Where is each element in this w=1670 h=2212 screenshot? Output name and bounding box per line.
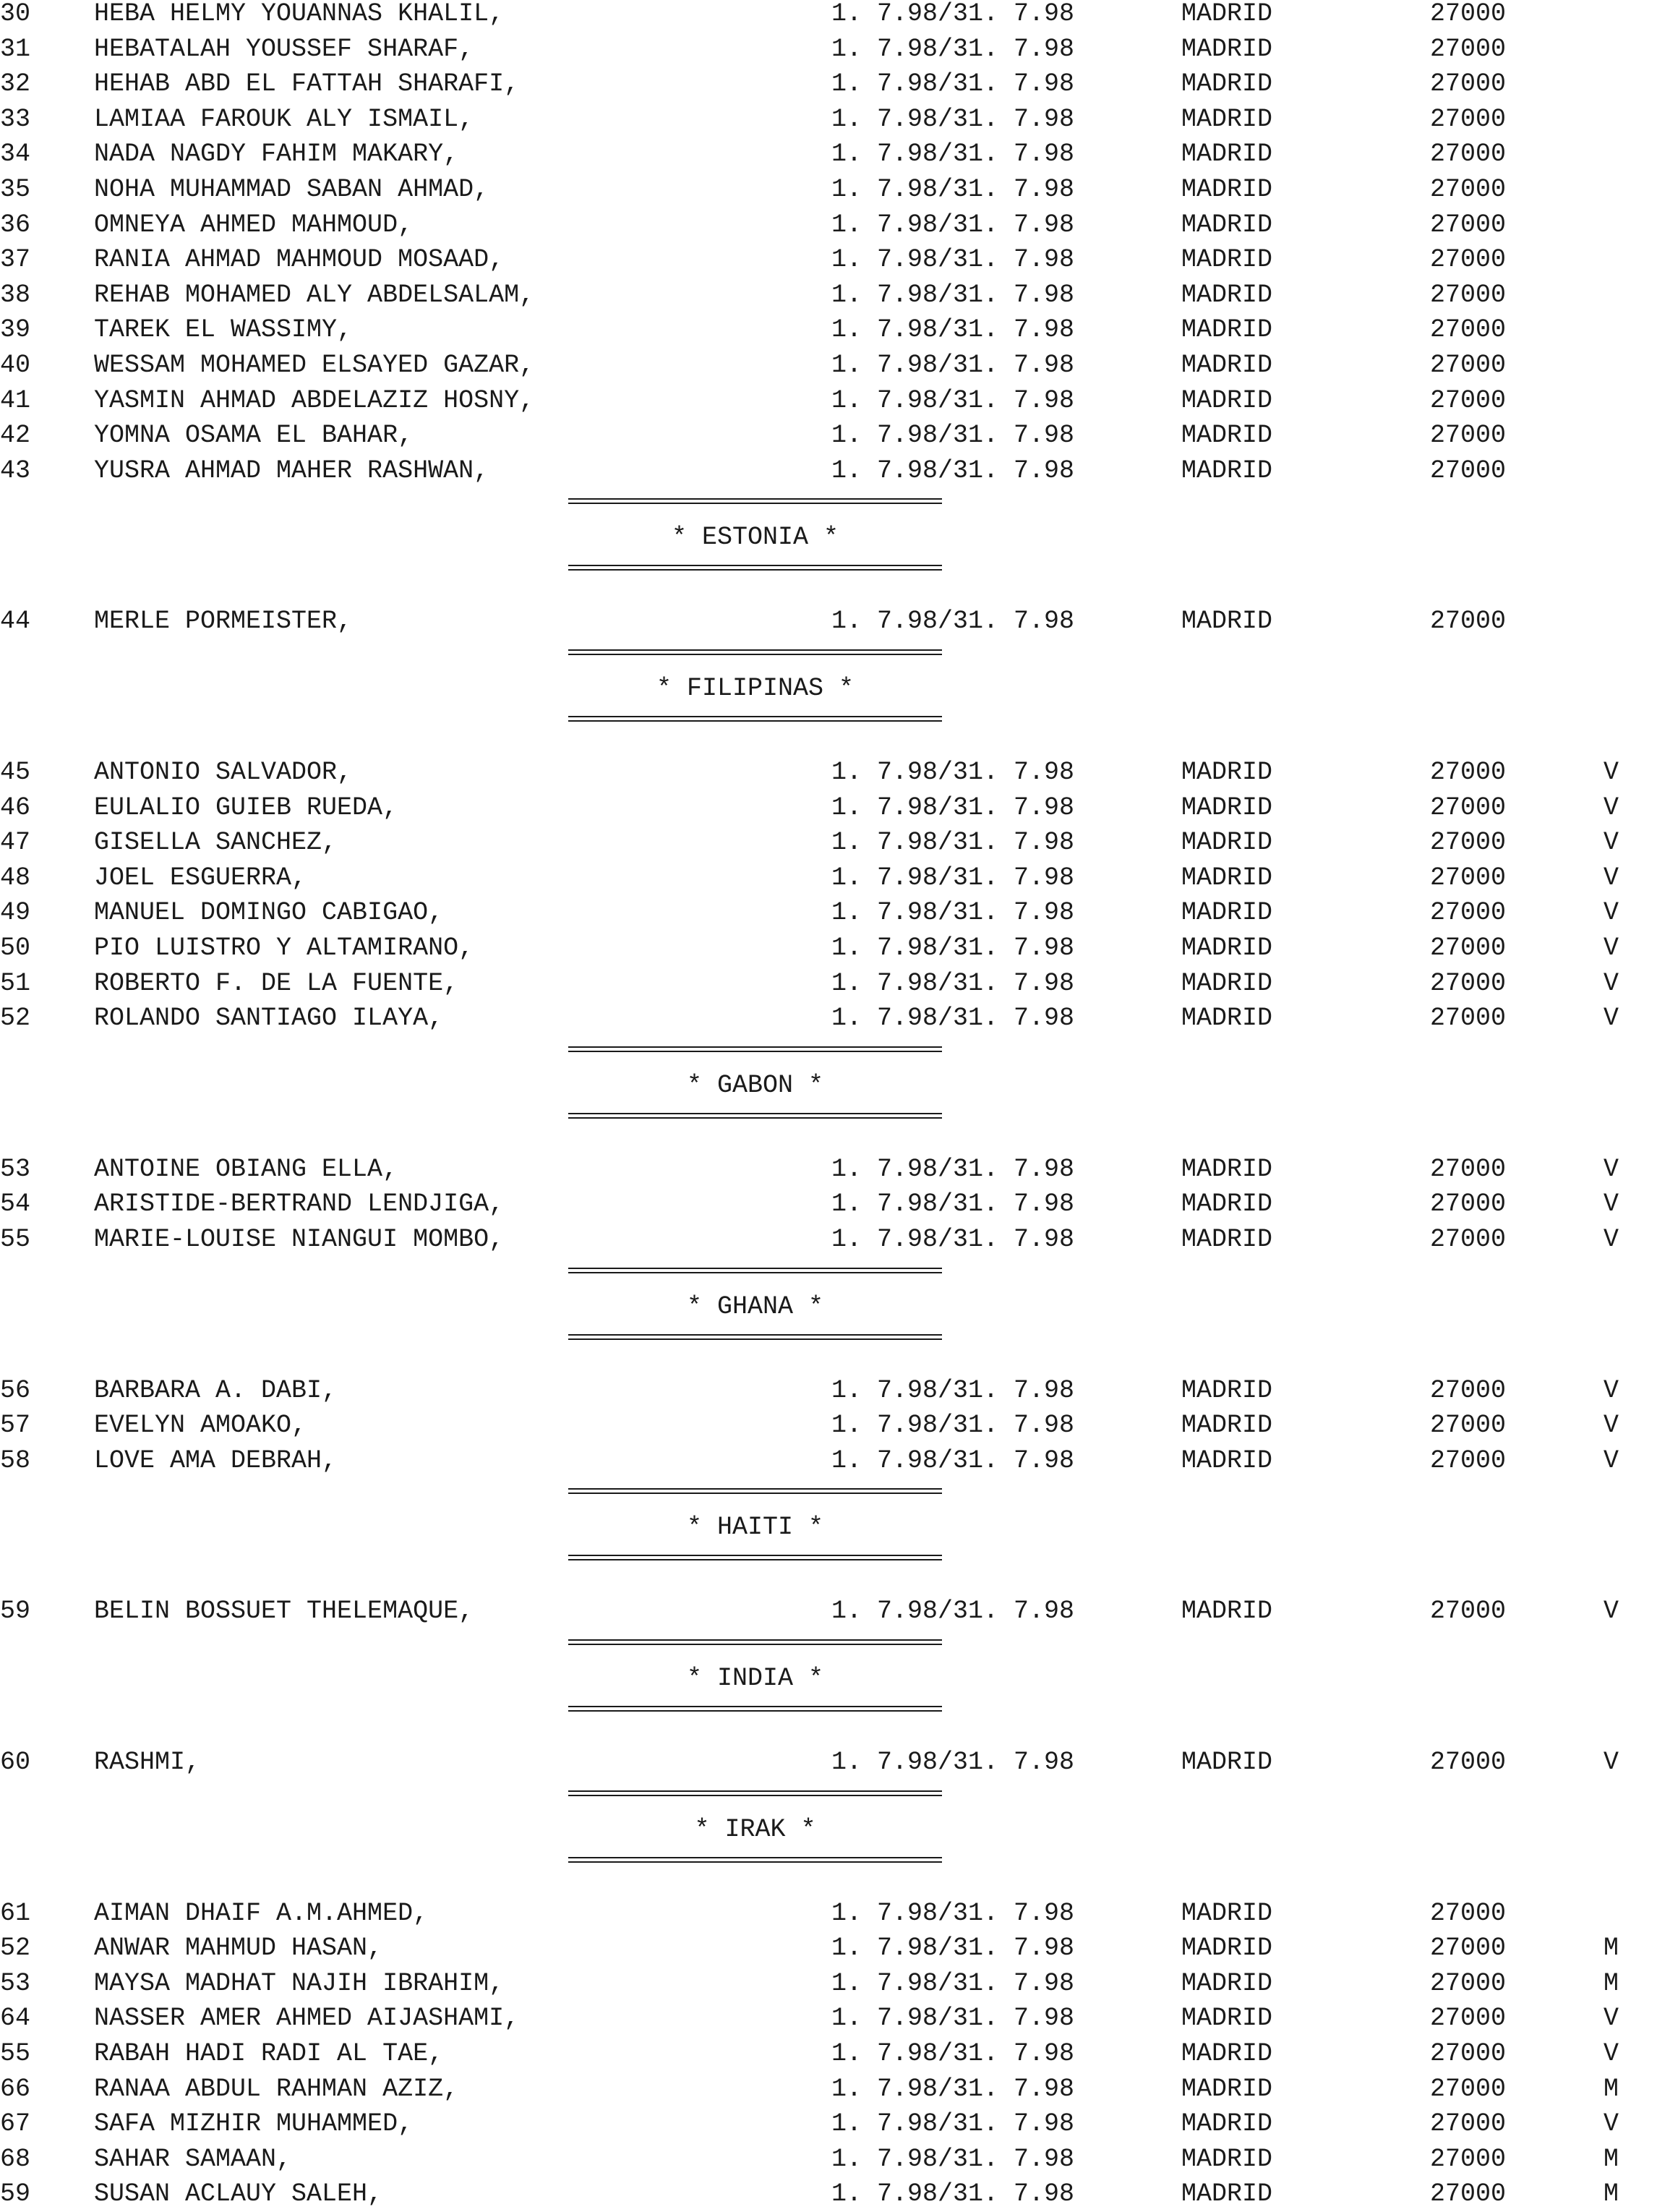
entry-period: 1. 7.98/31. 7.98 xyxy=(831,2039,1075,2068)
entry-name: ARISTIDE-BERTRAND LENDJIGA, xyxy=(94,1190,505,1219)
entry-city: MADRID xyxy=(1181,69,1273,99)
entry-number: 53 xyxy=(0,1968,31,1998)
list-item xyxy=(0,172,1670,208)
entry-number: 39 xyxy=(0,315,31,345)
entry-amount: 27000 xyxy=(1430,1934,1507,1963)
list-item xyxy=(0,312,1670,348)
entry-period: 1. 7.98/31. 7.98 xyxy=(831,898,1075,928)
entry-period: 1. 7.98/31. 7.98 xyxy=(831,793,1075,822)
entry-name: TAREK EL WASSIMY, xyxy=(94,315,353,345)
double-rule-bottom xyxy=(568,1113,942,1119)
entry-period: 1. 7.98/31. 7.98 xyxy=(831,1375,1075,1405)
entry-flag: V xyxy=(1603,1597,1619,1626)
list-item xyxy=(0,1152,1670,1187)
entry-period: 1. 7.98/31. 7.98 xyxy=(831,863,1075,892)
entry-flag: M xyxy=(1603,1968,1619,1998)
double-rule-top xyxy=(568,1046,942,1052)
entry-amount: 27000 xyxy=(1430,351,1507,380)
entry-amount: 27000 xyxy=(1430,1004,1507,1033)
entry-name: LOVE AMA DEBRAH, xyxy=(94,1446,338,1475)
entry-flag: V xyxy=(1603,793,1619,822)
entry-number: 33 xyxy=(0,104,31,134)
entry-period: 1. 7.98/31. 7.98 xyxy=(831,828,1075,858)
double-rule-bottom xyxy=(568,1857,942,1863)
entry-name: ANTONIO SALVADOR, xyxy=(94,758,353,787)
entry-city: MADRID xyxy=(1181,1225,1273,1254)
entry-city: MADRID xyxy=(1181,2179,1273,2209)
entry-city: MADRID xyxy=(1181,1190,1273,1219)
entry-name: RABAH HADI RADI AL TAE, xyxy=(94,2039,444,2068)
list-item xyxy=(0,1373,1670,1409)
country-heading: * GABON * xyxy=(686,1070,824,1100)
entry-amount: 27000 xyxy=(1430,934,1507,962)
entry-city: MADRID xyxy=(1181,1898,1273,1928)
entry-number: 58 xyxy=(0,1446,31,1475)
entry-flag: V xyxy=(1603,1411,1619,1440)
entry-period: 1. 7.98/31. 7.98 xyxy=(831,2074,1075,2104)
country-section-header xyxy=(0,498,1670,604)
list-item xyxy=(0,2106,1670,2142)
entry-city: MADRID xyxy=(1181,1748,1273,1777)
entry-city: MADRID xyxy=(1181,1597,1273,1626)
entry-name: AIMAN DHAIF A.M.AHMED, xyxy=(94,1898,429,1928)
country-section-header xyxy=(0,649,1670,755)
country-heading: * FILIPINAS * xyxy=(656,674,855,703)
entry-period: 1. 7.98/31. 7.98 xyxy=(831,2109,1075,2139)
entry-name: NADA NAGDY FAHIM MAKARY, xyxy=(94,140,459,169)
entry-period: 1. 7.98/31. 7.98 xyxy=(831,1934,1075,1963)
list-item xyxy=(0,1931,1670,1966)
entry-city: MADRID xyxy=(1181,456,1273,485)
entry-flag: V xyxy=(1603,898,1619,928)
entry-period: 1. 7.98/31. 7.98 xyxy=(831,1446,1075,1475)
entry-number: 40 xyxy=(0,351,31,380)
entry-name: ROBERTO F. DE LA FUENTE, xyxy=(94,968,459,998)
country-heading: * INDIA * xyxy=(686,1664,824,1693)
entry-flag: M xyxy=(1603,1934,1619,1963)
entry-period: 1. 7.98/31. 7.98 xyxy=(831,1597,1075,1626)
entry-number: 32 xyxy=(0,69,31,99)
entry-period: 1. 7.98/31. 7.98 xyxy=(831,758,1075,787)
entry-city: MADRID xyxy=(1181,315,1273,345)
entry-name: YASMIN AHMAD ABDELAZIZ HOSNY, xyxy=(94,385,535,415)
entry-amount: 27000 xyxy=(1430,315,1507,345)
list-item xyxy=(0,137,1670,172)
entry-city: MADRID xyxy=(1181,1004,1273,1033)
entry-number: 59 xyxy=(0,1597,31,1626)
entry-number: 31 xyxy=(0,34,31,64)
entry-amount: 27000 xyxy=(1430,69,1507,99)
entry-amount: 27000 xyxy=(1430,1375,1507,1405)
list-item xyxy=(0,2001,1670,2036)
list-item xyxy=(0,102,1670,137)
entry-number: 51 xyxy=(0,968,31,998)
double-rule-bottom xyxy=(568,565,942,571)
entry-amount: 27000 xyxy=(1430,2144,1507,2174)
entry-period: 1. 7.98/31. 7.98 xyxy=(831,1154,1075,1184)
entry-city: MADRID xyxy=(1181,863,1273,892)
double-rule-bottom xyxy=(568,1706,942,1712)
list-item xyxy=(0,604,1670,639)
entry-city: MADRID xyxy=(1181,2039,1273,2068)
entry-amount: 27000 xyxy=(1430,1898,1507,1928)
entry-name: EULALIO GUIEB RUEDA, xyxy=(94,793,398,822)
entry-amount: 27000 xyxy=(1430,280,1507,309)
list-item xyxy=(0,0,1670,32)
entry-flag: V xyxy=(1603,758,1619,787)
entry-name: MARIE-LOUISE NIANGUI MOMBO, xyxy=(94,1225,505,1254)
entry-name: WESSAM MOHAMED ELSAYED GAZAR, xyxy=(94,351,535,380)
entry-number: 52 xyxy=(0,1004,31,1033)
list-item xyxy=(0,418,1670,453)
entry-flag: M xyxy=(1603,2074,1619,2104)
entry-city: MADRID xyxy=(1181,1968,1273,1998)
entry-flag: V xyxy=(1603,1748,1619,1777)
list-item xyxy=(0,1896,1670,1931)
list-item xyxy=(0,242,1670,278)
list-item xyxy=(0,1966,1670,2002)
entry-number: 48 xyxy=(0,863,31,892)
entry-name: JOEL ESGUERRA, xyxy=(94,863,307,892)
entry-city: MADRID xyxy=(1181,385,1273,415)
entry-flag: V xyxy=(1603,968,1619,998)
entry-amount: 27000 xyxy=(1430,140,1507,169)
entry-flag: V xyxy=(1603,2039,1619,2068)
entry-amount: 27000 xyxy=(1430,456,1507,485)
entry-period: 1. 7.98/31. 7.98 xyxy=(831,2144,1075,2174)
entry-city: MADRID xyxy=(1181,607,1273,636)
entry-city: MADRID xyxy=(1181,34,1273,64)
double-rule-top xyxy=(568,649,942,655)
list-item xyxy=(0,931,1670,966)
entry-amount: 27000 xyxy=(1430,968,1507,998)
entry-period: 1. 7.98/31. 7.98 xyxy=(831,1225,1075,1254)
entry-city: MADRID xyxy=(1181,351,1273,380)
entry-name: BARBARA A. DABI, xyxy=(94,1375,338,1405)
entry-period: 1. 7.98/31. 7.98 xyxy=(831,2004,1075,2033)
entry-amount: 27000 xyxy=(1430,421,1507,450)
entry-city: MADRID xyxy=(1181,175,1273,204)
entry-flag: V xyxy=(1603,2109,1619,2139)
entry-city: MADRID xyxy=(1181,2004,1273,2033)
entry-number: 56 xyxy=(0,1375,31,1405)
entry-period: 1. 7.98/31. 7.98 xyxy=(831,315,1075,345)
entry-amount: 27000 xyxy=(1430,1597,1507,1626)
entry-name: OMNEYA AHMED MAHMOUD, xyxy=(94,210,414,239)
list-item xyxy=(0,383,1670,419)
entry-city: MADRID xyxy=(1181,934,1273,962)
country-heading: * IRAK * xyxy=(694,1814,816,1844)
entry-period: 1. 7.98/31. 7.98 xyxy=(831,69,1075,99)
country-heading: * GHANA * xyxy=(686,1291,824,1321)
entry-city: MADRID xyxy=(1181,1154,1273,1184)
entry-period: 1. 7.98/31. 7.98 xyxy=(831,245,1075,275)
entry-city: MADRID xyxy=(1181,245,1273,275)
entry-amount: 27000 xyxy=(1430,863,1507,892)
entry-number: 49 xyxy=(0,898,31,928)
entry-period: 1. 7.98/31. 7.98 xyxy=(831,607,1075,636)
list-item xyxy=(0,278,1670,313)
entry-name: MANUEL DOMINGO CABIGAO, xyxy=(94,898,444,928)
entry-flag: V xyxy=(1603,1004,1619,1033)
entry-name: RANIA AHMAD MAHMOUD MOSAAD, xyxy=(94,245,505,275)
entry-number: 67 xyxy=(0,2109,31,2139)
entry-city: MADRID xyxy=(1181,828,1273,858)
list-item xyxy=(0,861,1670,896)
entry-name: MERLE PORMEISTER, xyxy=(94,607,353,636)
entry-amount: 27000 xyxy=(1430,607,1507,636)
entry-city: MADRID xyxy=(1181,280,1273,309)
entry-period: 1. 7.98/31. 7.98 xyxy=(831,1968,1075,1998)
entry-number: 54 xyxy=(0,1190,31,1219)
entry-period: 1. 7.98/31. 7.98 xyxy=(831,351,1075,380)
entry-name: EVELYN AMOAKO, xyxy=(94,1411,307,1440)
country-heading: * HAITI * xyxy=(686,1513,824,1542)
entry-amount: 27000 xyxy=(1430,1154,1507,1184)
list-item xyxy=(0,32,1670,67)
country-section-header xyxy=(0,1639,1670,1745)
list-item xyxy=(0,2177,1670,2212)
entry-name: NASSER AMER AHMED AIJASHAMI, xyxy=(94,2004,520,2033)
double-rule-bottom xyxy=(568,1555,942,1560)
entry-amount: 27000 xyxy=(1430,1748,1507,1777)
entry-flag: V xyxy=(1603,863,1619,892)
list-item xyxy=(0,966,1670,1002)
entry-flag: V xyxy=(1603,1446,1619,1475)
list-item xyxy=(0,453,1670,489)
entry-city: MADRID xyxy=(1181,968,1273,998)
entry-name: PIO LUISTRO Y ALTAMIRANO, xyxy=(94,934,474,962)
entry-amount: 27000 xyxy=(1430,1968,1507,1998)
entry-name: RANAA ABDUL RAHMAN AZIZ, xyxy=(94,2074,459,2104)
entry-city: MADRID xyxy=(1181,2144,1273,2174)
entry-period: 1. 7.98/31. 7.98 xyxy=(831,2179,1075,2209)
double-rule-top xyxy=(568,1488,942,1494)
entry-number: 68 xyxy=(0,2144,31,2174)
entry-city: MADRID xyxy=(1181,1411,1273,1440)
entry-amount: 27000 xyxy=(1430,2179,1507,2209)
entry-city: MADRID xyxy=(1181,898,1273,928)
list-item xyxy=(0,208,1670,243)
entry-flag: V xyxy=(1603,1190,1619,1219)
country-section-header xyxy=(0,1046,1670,1152)
entry-period: 1. 7.98/31. 7.98 xyxy=(831,1190,1075,1219)
entry-number: 38 xyxy=(0,280,31,309)
double-rule-top xyxy=(568,1268,942,1273)
double-rule-bottom xyxy=(568,1334,942,1340)
entry-city: MADRID xyxy=(1181,0,1273,28)
entry-amount: 27000 xyxy=(1430,1190,1507,1219)
entry-name: HEBA HELMY YOUANNAS KHALIL, xyxy=(94,0,505,28)
entry-period: 1. 7.98/31. 7.98 xyxy=(831,968,1075,998)
entry-name: SAFA MIZHIR MUHAMMED, xyxy=(94,2109,414,2139)
list-item xyxy=(0,1222,1670,1257)
entry-amount: 27000 xyxy=(1430,758,1507,787)
entry-name: NOHA MUHAMMAD SABAN AHMAD, xyxy=(94,175,489,204)
list-item xyxy=(0,2072,1670,2107)
entry-flag: V xyxy=(1603,1225,1619,1254)
entry-city: MADRID xyxy=(1181,1934,1273,1963)
country-heading: * ESTONIA * xyxy=(671,523,839,552)
entry-number: 53 xyxy=(0,1154,31,1184)
list-item xyxy=(0,895,1670,931)
entry-number: 41 xyxy=(0,385,31,415)
entry-city: MADRID xyxy=(1181,421,1273,450)
entry-flag: M xyxy=(1603,2179,1619,2209)
double-rule-top xyxy=(568,1790,942,1796)
entry-amount: 27000 xyxy=(1430,2109,1507,2139)
entry-period: 1. 7.98/31. 7.98 xyxy=(831,1411,1075,1440)
entry-period: 1. 7.98/31. 7.98 xyxy=(831,456,1075,485)
list-item xyxy=(0,790,1670,826)
entry-flag: M xyxy=(1603,2144,1619,2174)
entry-number: 44 xyxy=(0,607,31,636)
entry-name: RASHMI, xyxy=(94,1748,201,1777)
entry-name: YOMNA OSAMA EL BAHAR, xyxy=(94,421,414,450)
entry-amount: 27000 xyxy=(1430,1411,1507,1440)
entry-flag: V xyxy=(1603,1154,1619,1184)
list-item xyxy=(0,1187,1670,1222)
entry-period: 1. 7.98/31. 7.98 xyxy=(831,140,1075,169)
entry-period: 1. 7.98/31. 7.98 xyxy=(831,210,1075,239)
entry-amount: 27000 xyxy=(1430,175,1507,204)
entry-number: 64 xyxy=(0,2004,31,2033)
double-rule-top xyxy=(568,1639,942,1645)
entry-number: 60 xyxy=(0,1748,31,1777)
double-rule-bottom xyxy=(568,716,942,722)
entry-name: ANWAR MAHMUD HASAN, xyxy=(94,1934,383,1963)
country-section-header xyxy=(0,1790,1670,1896)
entry-period: 1. 7.98/31. 7.98 xyxy=(831,385,1075,415)
entry-amount: 27000 xyxy=(1430,2039,1507,2068)
entry-flag: V xyxy=(1603,828,1619,858)
entry-amount: 27000 xyxy=(1430,385,1507,415)
entry-city: MADRID xyxy=(1181,2109,1273,2139)
entry-period: 1. 7.98/31. 7.98 xyxy=(831,1748,1075,1777)
entry-name: SAHAR SAMAAN, xyxy=(94,2144,292,2174)
entry-name: ROLANDO SANTIAGO ILAYA, xyxy=(94,1004,444,1033)
entry-name: ANTOINE OBIANG ELLA, xyxy=(94,1154,398,1184)
entry-number: 36 xyxy=(0,210,31,239)
list-item xyxy=(0,2142,1670,2177)
entry-number: 55 xyxy=(0,2039,31,2068)
list-item xyxy=(0,67,1670,102)
entry-name: HEBATALAH YOUSSEF SHARAF, xyxy=(94,34,474,64)
list-item xyxy=(0,348,1670,383)
double-rule-top xyxy=(568,498,942,504)
entry-number: 55 xyxy=(0,1225,31,1254)
entry-amount: 27000 xyxy=(1430,793,1507,822)
entry-amount: 27000 xyxy=(1430,34,1507,64)
list-item xyxy=(0,1408,1670,1443)
entry-flag: V xyxy=(1603,1375,1619,1405)
list-item xyxy=(0,825,1670,861)
list-item xyxy=(0,1001,1670,1036)
entry-number: 52 xyxy=(0,1934,31,1963)
entry-period: 1. 7.98/31. 7.98 xyxy=(831,280,1075,309)
entry-city: MADRID xyxy=(1181,104,1273,134)
entry-amount: 27000 xyxy=(1430,245,1507,275)
entry-city: MADRID xyxy=(1181,793,1273,822)
entry-number: 37 xyxy=(0,245,31,275)
entry-period: 1. 7.98/31. 7.98 xyxy=(831,0,1075,28)
entry-number: 61 xyxy=(0,1898,31,1928)
entry-name: BELIN BOSSUET THELEMAQUE, xyxy=(94,1597,474,1626)
entry-number: 57 xyxy=(0,1411,31,1440)
entry-amount: 27000 xyxy=(1430,1446,1507,1475)
entry-amount: 27000 xyxy=(1430,2004,1507,2033)
entry-amount: 27000 xyxy=(1430,898,1507,928)
entry-amount: 27000 xyxy=(1430,1225,1507,1254)
entry-name: REHAB MOHAMED ALY ABDELSALAM, xyxy=(94,280,535,309)
entry-flag: V xyxy=(1603,934,1619,962)
entry-city: MADRID xyxy=(1181,140,1273,169)
entry-period: 1. 7.98/31. 7.98 xyxy=(831,1898,1075,1928)
entry-city: MADRID xyxy=(1181,2074,1273,2104)
entry-amount: 27000 xyxy=(1430,2074,1507,2104)
entry-number: 34 xyxy=(0,140,31,169)
entry-number: 50 xyxy=(0,934,31,962)
entry-period: 1. 7.98/31. 7.98 xyxy=(831,104,1075,134)
entry-amount: 27000 xyxy=(1430,104,1507,134)
entry-number: 30 xyxy=(0,0,31,28)
entry-city: MADRID xyxy=(1181,1375,1273,1405)
entry-name: YUSRA AHMAD MAHER RASHWAN, xyxy=(94,456,489,485)
list-item xyxy=(0,1594,1670,1629)
country-section-header xyxy=(0,1268,1670,1373)
list-item xyxy=(0,1443,1670,1479)
entry-period: 1. 7.98/31. 7.98 xyxy=(831,934,1075,962)
entry-period: 1. 7.98/31. 7.98 xyxy=(831,1004,1075,1033)
entry-city: MADRID xyxy=(1181,758,1273,787)
entry-number: 66 xyxy=(0,2074,31,2104)
entry-name: LAMIAA FAROUK ALY ISMAIL, xyxy=(94,104,474,134)
entry-number: 45 xyxy=(0,758,31,787)
entry-number: 43 xyxy=(0,456,31,485)
entry-number: 42 xyxy=(0,421,31,450)
entry-city: MADRID xyxy=(1181,210,1273,239)
entry-period: 1. 7.98/31. 7.98 xyxy=(831,421,1075,450)
entry-number: 59 xyxy=(0,2179,31,2209)
entry-number: 35 xyxy=(0,175,31,204)
list-item xyxy=(0,2036,1670,2072)
entry-name: HEHAB ABD EL FATTAH SHARAFI, xyxy=(94,69,520,99)
entry-period: 1. 7.98/31. 7.98 xyxy=(831,175,1075,204)
entry-name: MAYSA MADHAT NAJIH IBRAHIM, xyxy=(94,1968,505,1998)
entry-name: SUSAN ACLAUY SALEH, xyxy=(94,2179,383,2209)
entry-amount: 27000 xyxy=(1430,0,1507,28)
country-section-header xyxy=(0,1488,1670,1594)
entry-amount: 27000 xyxy=(1430,828,1507,858)
entry-number: 46 xyxy=(0,793,31,822)
entry-amount: 27000 xyxy=(1430,210,1507,239)
list-item xyxy=(0,1745,1670,1780)
entry-name: GISELLA SANCHEZ, xyxy=(94,828,338,858)
entry-period: 1. 7.98/31. 7.98 xyxy=(831,34,1075,64)
entry-flag: V xyxy=(1603,2004,1619,2033)
entry-city: MADRID xyxy=(1181,1446,1273,1475)
entry-number: 47 xyxy=(0,828,31,858)
list-item xyxy=(0,755,1670,790)
